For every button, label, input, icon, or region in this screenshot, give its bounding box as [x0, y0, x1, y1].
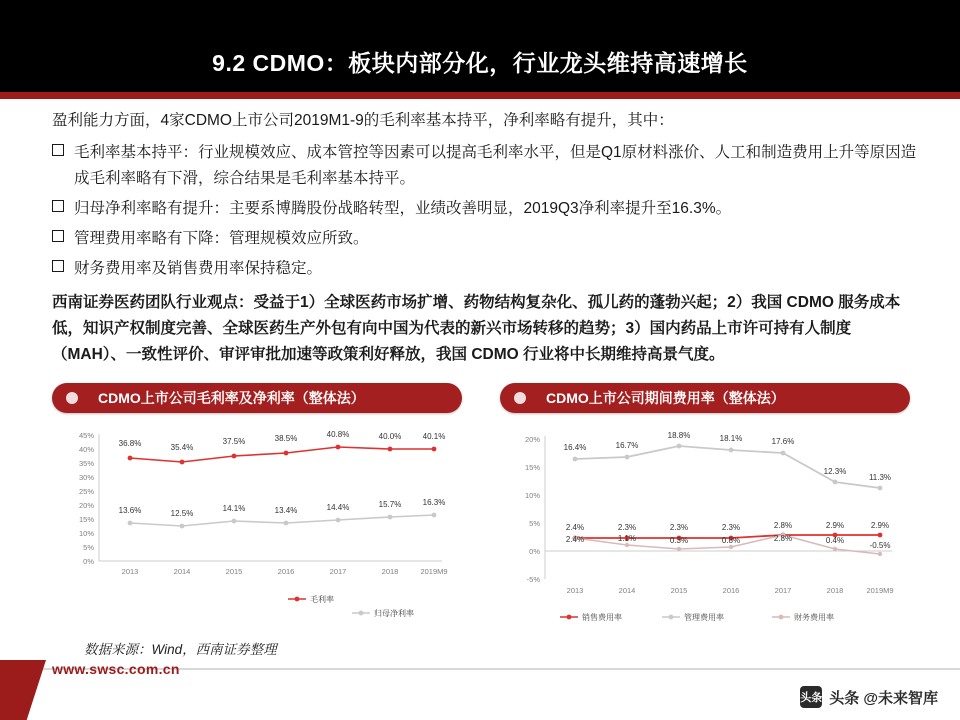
svg-text:5%: 5%	[83, 543, 94, 552]
svg-text:2.3%: 2.3%	[617, 523, 637, 532]
svg-text:13.4%: 13.4%	[274, 506, 298, 515]
svg-text:16.7%: 16.7%	[615, 441, 639, 450]
watermark-text: 头条 @未来智库	[829, 689, 938, 707]
svg-text:2019M9: 2019M9	[420, 567, 448, 576]
bullet-item	[52, 256, 918, 282]
svg-text:35%: 35%	[78, 459, 94, 468]
svg-text:18.8%: 18.8%	[667, 431, 691, 440]
svg-text:2016: 2016	[277, 567, 295, 576]
svg-text:40.1%: 40.1%	[422, 432, 446, 441]
svg-text:0%: 0%	[83, 557, 94, 566]
svg-text:40%: 40%	[78, 445, 94, 454]
svg-text:2.9%: 2.9%	[825, 521, 845, 530]
chart-panel-margin	[52, 383, 462, 633]
svg-text:16.4%: 16.4%	[563, 443, 587, 452]
svg-text:45%: 45%	[78, 431, 94, 440]
watermark	[800, 686, 938, 708]
svg-text:0%: 0%	[529, 547, 540, 556]
square-bullet-icon	[52, 226, 74, 244]
svg-text:2018: 2018	[381, 567, 399, 576]
bullet-text: 财务费用率及销售费用率保持稳定。	[74, 260, 323, 277]
svg-text:35.4%: 35.4%	[170, 443, 194, 452]
svg-text:12.3%: 12.3%	[823, 467, 847, 476]
svg-text:40.0%: 40.0%	[378, 432, 402, 441]
svg-text:2.4%: 2.4%	[565, 535, 585, 544]
svg-text:13.6%: 13.6%	[118, 506, 142, 515]
svg-text:15%: 15%	[524, 463, 540, 472]
svg-text:12.5%: 12.5%	[170, 509, 194, 518]
svg-text:2.3%: 2.3%	[669, 523, 689, 532]
line-chart-margin	[52, 421, 462, 629]
svg-text:销售费用率: 销售费用率	[582, 613, 622, 622]
svg-text:2019M9: 2019M9	[866, 586, 894, 595]
svg-text:-0.5%: -0.5%	[869, 541, 891, 550]
svg-text:2.4%: 2.4%	[565, 523, 585, 532]
svg-text:2.8%: 2.8%	[773, 534, 793, 543]
svg-text:2015: 2015	[225, 567, 243, 576]
svg-text:16.3%: 16.3%	[422, 498, 446, 507]
svg-text:2013: 2013	[566, 586, 584, 595]
svg-text:归母净利率: 归母净利率	[374, 609, 414, 618]
svg-text:2018: 2018	[826, 586, 844, 595]
svg-text:40.8%: 40.8%	[326, 430, 350, 439]
svg-text:0.4%: 0.4%	[825, 536, 845, 545]
svg-text:2013: 2013	[121, 567, 139, 576]
svg-text:2.9%: 2.9%	[870, 521, 890, 530]
svg-text:10%: 10%	[524, 491, 540, 500]
svg-text:14.1%: 14.1%	[222, 504, 246, 513]
svg-text:18.1%: 18.1%	[719, 434, 743, 443]
svg-text:2.8%: 2.8%	[773, 521, 793, 530]
svg-text:11.3%: 11.3%	[868, 473, 892, 482]
chart-title-left: CDMO上市公司毛利率及净利率（整体法）	[52, 383, 462, 413]
bullet-item	[52, 196, 918, 222]
header-accent-bar	[0, 92, 960, 99]
svg-text:0.8%: 0.8%	[721, 536, 741, 545]
svg-text:36.8%: 36.8%	[118, 439, 142, 448]
svg-text:38.5%: 38.5%	[274, 434, 298, 443]
chart-canvas-right	[500, 421, 910, 629]
svg-text:2014: 2014	[173, 567, 191, 576]
chart-title-right: CDMO上市公司期间费用率（整体法）	[500, 383, 910, 413]
svg-text:财务费用率: 财务费用率	[794, 613, 834, 622]
svg-text:2016: 2016	[722, 586, 740, 595]
svg-text:5%: 5%	[529, 519, 540, 528]
square-bullet-icon	[52, 196, 74, 214]
square-bullet-icon	[52, 140, 74, 158]
svg-text:15.7%: 15.7%	[378, 500, 402, 509]
chart-canvas-left	[52, 421, 462, 629]
svg-text:15%: 15%	[78, 515, 94, 524]
square-bullet-icon	[52, 256, 74, 274]
svg-text:25%: 25%	[78, 487, 94, 496]
page-title: 9.2 CDMO：板块内部分化，行业龙头维持高速增长	[212, 50, 748, 76]
bullet-item	[52, 140, 918, 192]
bullet-text: 管理费用率略有下降：管理规模效应所致。	[74, 230, 369, 247]
svg-text:2017: 2017	[774, 586, 792, 595]
watermark-logo-icon: 头条	[800, 686, 822, 708]
body-content	[52, 108, 918, 368]
svg-text:0.3%: 0.3%	[669, 536, 689, 545]
svg-text:毛利率: 毛利率	[310, 595, 334, 604]
line-chart-expense	[500, 421, 910, 629]
svg-text:10%: 10%	[78, 529, 94, 538]
bullet-text: 归母净利率略有提升：主要系博腾股份战略转型，业绩改善明显，2019Q3净利率提升至16.3%。	[74, 200, 732, 217]
svg-text:2015: 2015	[670, 586, 688, 595]
source-note: 数据来源：Wind，西南证券整理	[84, 642, 277, 657]
site-url: www.swsc.com.cn	[52, 661, 180, 677]
chart-panel-expense	[500, 383, 910, 633]
lead-paragraph: 盈利能力方面，4家CDMO上市公司2019M1-9的毛利率基本持平，净利率略有提升，其中：	[52, 112, 674, 129]
svg-text:20%: 20%	[524, 435, 540, 444]
svg-text:1.1%: 1.1%	[617, 534, 637, 543]
svg-text:管理费用率: 管理费用率	[684, 613, 724, 622]
svg-text:37.5%: 37.5%	[222, 437, 246, 446]
bullet-item	[52, 226, 918, 252]
svg-text:2017: 2017	[329, 567, 347, 576]
svg-text:2.3%: 2.3%	[721, 523, 741, 532]
svg-text:-5%: -5%	[526, 575, 540, 584]
svg-text:2014: 2014	[618, 586, 636, 595]
svg-text:20%: 20%	[78, 501, 94, 510]
svg-text:30%: 30%	[78, 473, 94, 482]
bullet-text: 毛利率基本持平：行业规模效应、成本管控等因素可以提高毛利率水平，但是Q1原材料涨价、人工和制造费用上升等原因造成毛利率略有下滑，综合结果是毛利率基本持平。	[74, 144, 917, 187]
industry-viewpoint: 西南证券医药团队行业观点：受益于1）全球医药市场扩增、药物结构复杂化、孤儿药的蓬勃兴起；2）我国 CDMO 服务成本低，知识产权制度完善、全球医药生产外包有向中国为代表的新兴市场转移的趋势；3）国内药品上市许可持有人制度（MAH）、一致性评价、审评审批加速等政策利好释放，我国 CDMO 行业将中长期维持高景气度。	[52, 294, 901, 363]
svg-text:14.4%: 14.4%	[326, 503, 350, 512]
footer-accent-shape	[0, 660, 46, 720]
svg-text:17.6%: 17.6%	[771, 437, 795, 446]
